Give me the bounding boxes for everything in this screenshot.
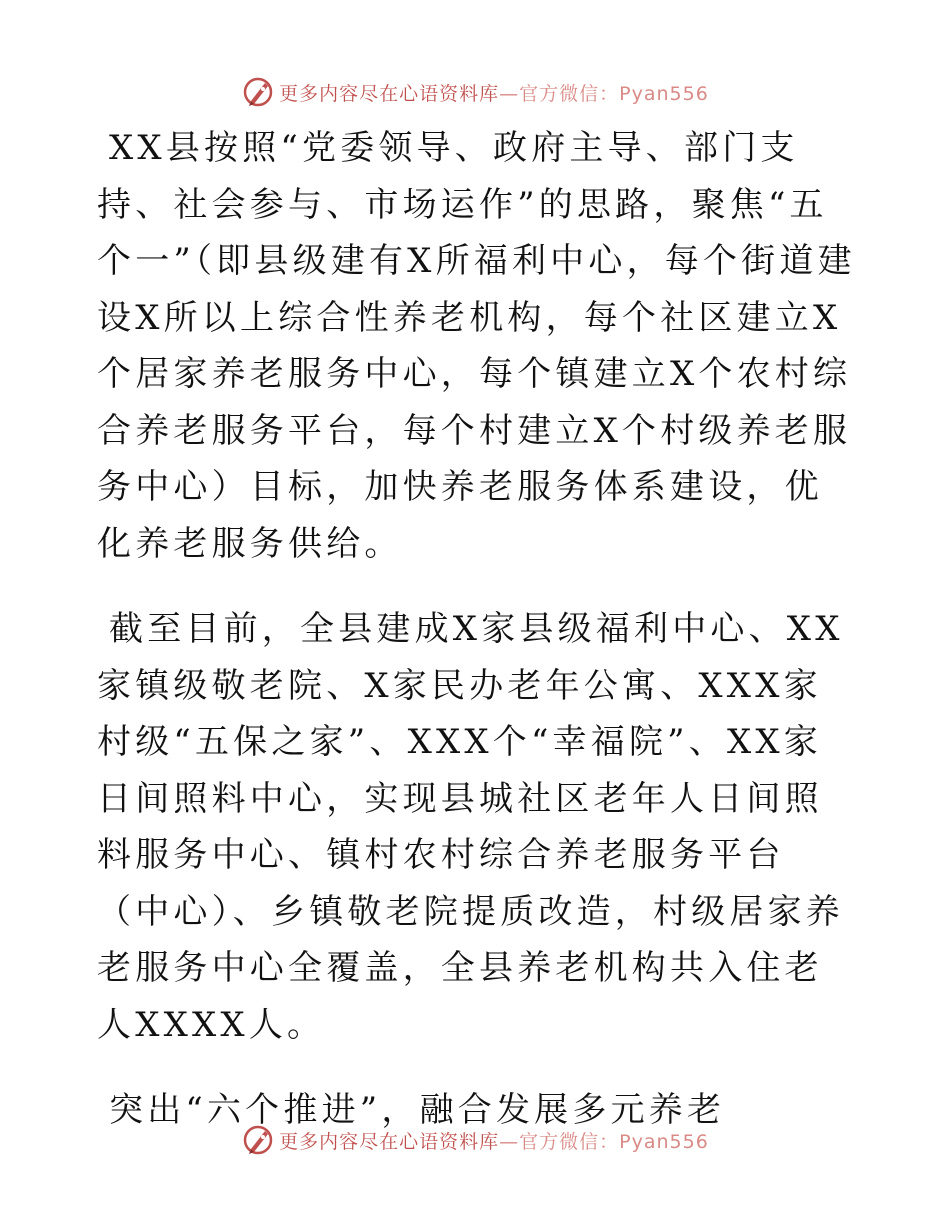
footer-watermark [0, 1120, 950, 1160]
watermark-sub: —官方微信：Pyan556 [499, 82, 709, 105]
watermark-sub: —官方微信：Pyan556 [499, 1130, 709, 1153]
header-watermark [0, 72, 950, 112]
watermark-main: 更多内容尽在心语资料库 [279, 1130, 500, 1153]
watermark-main: 更多内容尽在心语资料库 [279, 82, 500, 105]
paragraph-1: XX县按照“党委领导、政府主导、部门支持、社会参与、市场运作”的思路，聚焦“五个一”（即县级建有X所福利中心，每个街道建设X所以上综合性养老机构，每个社区建立X个居家养老服务中心，每个镇建立X个农村综合养老服务平台，每个村建立X个村级养老服务中心）目标，加快养老服务体系建设，优化养老服务供给。 [97, 128, 856, 564]
paragraph-3: 突出“六个推进”，融合发展多元养老 [109, 1090, 726, 1130]
document-body [97, 120, 857, 1139]
paragraph-2: 截至目前，全县建成X家县级福利中心、XX家镇级敬老院、X家民办老年公寓、XXX家村级“五保之家”、XXX个“幸福院”、XX家日间照料中心，实现县城社区老年人日间照料服务中心、镇村农村综合养老服务平台（中心）、乡镇敬老院提质改造，村级居家养老服务中心全覆盖，全县养老机构共入住老人XXXX人。 [97, 609, 844, 1045]
pen-logo-icon [241, 1123, 275, 1157]
watermark-text [279, 1127, 709, 1154]
pen-logo-icon [241, 75, 275, 109]
watermark-text [279, 79, 709, 106]
